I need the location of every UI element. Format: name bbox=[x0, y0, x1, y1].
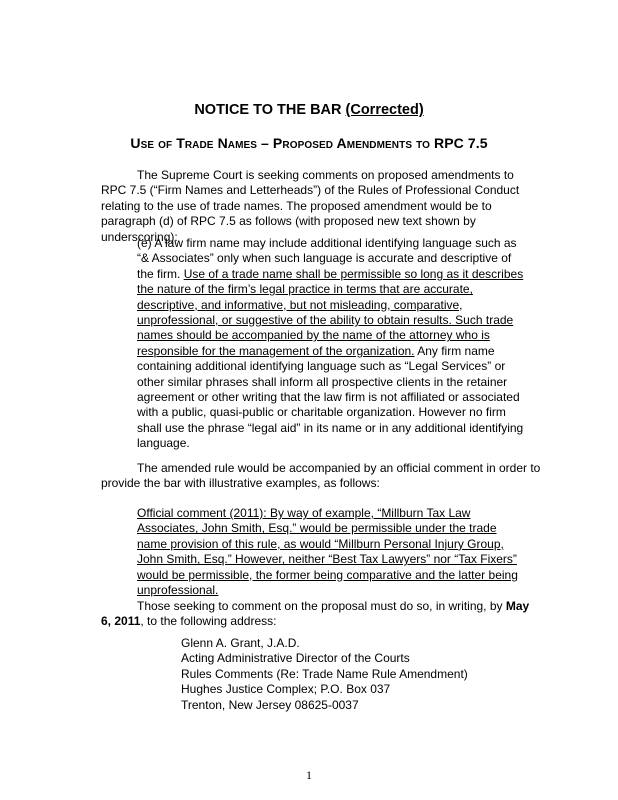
rule-text bbox=[137, 236, 527, 452]
address-line: Hughes Justice Complex; P.O. Box 037 bbox=[181, 682, 391, 697]
deadline-after: , to the following address: bbox=[140, 614, 277, 629]
rule-new-text: Use of a trade name shall be permissible so long as it describes the nature of the firm’s legal practice in terms that are accurate, descriptive, and informative, but not misleading, comparative, unprofessional, or suggestive of the ability to obtain results. Such trade names should be accompanied by the name of the attorney who is responsible for the management of the organization. bbox=[137, 266, 524, 358]
deadline-date: May 6, 2011 bbox=[101, 599, 530, 629]
address-line: Trenton, New Jersey 08625-0037 bbox=[181, 697, 359, 712]
address-line: Acting Administrative Director of the Courts bbox=[181, 651, 410, 666]
rule-lead: (e) A law firm name may include additional identifying language such as “& Associates” only when such language is accurate and descriptive of the firm. bbox=[137, 236, 517, 281]
official-comment: Official comment (2011): By way of example, “Millburn Tax Law Associates, John Smith, Esq.” would be permissible under the trade name provision of this rule, as would “Millburn Personal Injury Group, John Smith, Esq.” However, neither “Best Tax Lawyers” nor “Tax Fixers” would be permissible, the former being comparative and the latter being unprofessional. bbox=[137, 506, 518, 598]
title-corrected: (Corrected) bbox=[345, 102, 424, 118]
deadline-paragraph bbox=[101, 599, 541, 630]
address-line: Rules Comments (Re: Trade Name Rule Amendment) bbox=[181, 666, 468, 681]
deadline-before: Those seeking to comment on the proposal must do so, in writing, by bbox=[137, 599, 506, 613]
page-number: 1 bbox=[306, 768, 312, 782]
rule-tail: Any firm name containing additional identifying language such as “Legal Services” or other similar phrases shall inform all prospective clients in the retainer agreement or other writing that the law firm is not affiliated or associated with a public, quasi-public or charitable organization. However no firm shall use the phrase “legal aid” in its name or in any additional identifying language. bbox=[137, 343, 524, 451]
page-subtitle: Use of Trade Names – Proposed Amendments to RPC 7.5 bbox=[130, 135, 488, 151]
address-line: Glenn A. Grant, J.A.D. bbox=[181, 636, 300, 650]
mailing-address bbox=[181, 636, 468, 713]
page-title bbox=[0, 101, 618, 119]
intro-paragraph: The Supreme Court is seeking comments on proposed amendments to RPC 7.5 (“Firm Names and Letterheads”) of the Rules of Professional Conduct relating to the use of trade names. The proposed amendment would be to paragraph (d) of RPC 7.5 as follows (with proposed new text shown by underscoring): bbox=[101, 168, 520, 244]
title-main: NOTICE TO THE BAR bbox=[194, 102, 342, 118]
comment-intro-paragraph: The amended rule would be accompanied by an official comment in order to provide the bar with illustrative examples, as follows: bbox=[101, 461, 541, 491]
